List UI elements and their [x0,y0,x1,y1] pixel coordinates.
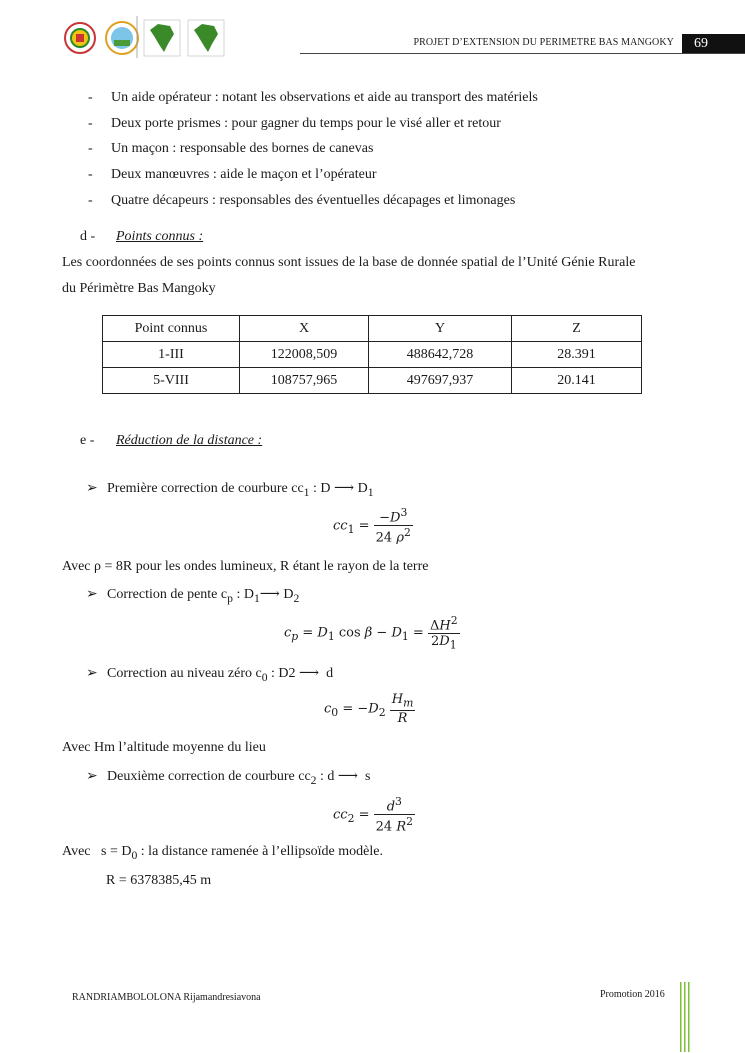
afdb-logo-2 [188,20,224,56]
table-header-row [103,316,642,342]
footer-decoration [680,982,692,1052]
ministry-logo [65,23,95,53]
table-cell: 122008,509 [240,342,369,368]
list-item: Deux manœuvres : aide le maçon et l’opérateur [111,167,377,182]
note-s-definition: Avec $s = D_0$ : la distance ramenée à l’ellipsoïde modèle. [62,844,383,862]
section-e-marker: e - [80,433,95,448]
table-cell: 20.141 [512,368,642,394]
footer-author: RANDRIAMBOLOLONA Rijamandresiavona [72,992,261,1003]
table-header-cell: X [240,316,369,342]
bullet-marker: - [88,193,93,208]
list-item: Quatre décapeurs : responsables des éventuelles décapages et limonages [111,193,516,208]
page-number: 69 [682,34,745,53]
formula-cc2: $cc_2$ = $\frac{d^3}{24 R^2}$ [333,795,413,835]
note-hm: Avec Hm l’altitude moyenne du lieu [62,740,266,755]
table-cell: 28.391 [512,342,642,368]
note-rho: Avec ρ = 8R pour les ondes lumineux, R étant le rayon de la terre [62,559,429,574]
header-rule [300,53,745,54]
table-header-cell: Y [369,316,512,342]
section-e-heading: Réduction de la distance : [116,433,263,448]
correction-item: ➢ Correction au niveau zéro $c_0$ : D2 ⟶ d [86,666,334,684]
table-cell: 108757,965 [240,368,369,394]
formula-cc1: $cc_1$ = $\frac{-D^3}{24 \rho^2}$ [333,506,411,546]
bullet-marker: - [88,167,93,182]
formula-c0: $c_0 = -D_2$ $\frac{H_m}{R}$ [324,692,414,726]
bullet-marker: - [88,90,93,105]
section-d-heading: Points connus : [116,229,204,244]
right-arrow-icon: ⟶ [337,769,358,784]
table-row [103,342,642,368]
formula-cp: $c_p = D_1$ $\cos \beta - D_1$ = $\frac{\Delta H^2}{2D_1}$ [284,614,458,652]
right-arrow-icon: ⟶ [299,666,320,681]
s-definition-rest: : la distance ramenée à l’ellipsoïde modèle. [140,844,383,859]
table-header-cell: Z [512,316,642,342]
section-d-marker: d - [80,229,96,244]
list-item: Deux porte prismes : pour gagner du temps pour le visé aller et retour [111,116,501,131]
footer-promotion: Promotion 2016 [600,989,665,1000]
correction-item: ➢ Deuxième correction de courbure $cc_2$ : d ⟶ s [86,769,371,787]
correction-label: Correction de pente c [107,587,228,602]
paragraph-line: Les coordonnées de ses points connus sont issues de la base de donnée spatial de l’Unité Génie Rurale [62,255,636,270]
table-cell: 1-III [103,342,240,368]
arrow-bullet-icon: ➢ [86,666,98,681]
table-header-cell: Point connus [103,316,240,342]
header-title: PROJET D’EXTENSION DU PERIMETRE BAS MANGOKY [413,37,674,48]
radius-value: R = 6378385,45 m [106,873,212,888]
correction-item: ➢ Correction de pente $c_p$ : $D_1⟶$ $D_2$ [86,587,300,605]
list-item: Un maçon : responsable des bornes de canevas [111,141,374,156]
region-logo [106,22,138,54]
s-definition: s = D [101,844,132,859]
table-row [103,368,642,394]
table-cell: 5-VIII [103,368,240,394]
bullet-marker: - [88,141,93,156]
right-arrow-icon: ⟶ [259,587,280,602]
bullet-marker: - [88,116,93,131]
correction-item: ➢ Première correction de courbure $cc_1$ : D ⟶ $D_1$ [86,481,374,499]
list-item: Un aide opérateur : notant les observations et aide au transport des matériels [111,90,538,105]
correction-label: Deuxième correction de courbure cc [107,769,311,784]
correction-label: Correction au niveau zéro c [107,666,262,681]
known-points-table [102,315,642,394]
table-cell: 488642,728 [369,342,512,368]
afdb-logo-1 [144,20,180,56]
arrow-bullet-icon: ➢ [86,769,98,784]
arrow-bullet-icon: ➢ [86,587,98,602]
avec-word: Avec [62,844,91,859]
right-arrow-icon: ⟶ [334,481,355,496]
header-logos [62,14,232,60]
table-cell: 497697,937 [369,368,512,394]
paragraph-line: du Périmètre Bas Mangoky [62,281,216,296]
arrow-bullet-icon: ➢ [86,481,98,496]
correction-label: Première correction de courbure cc [107,481,304,496]
